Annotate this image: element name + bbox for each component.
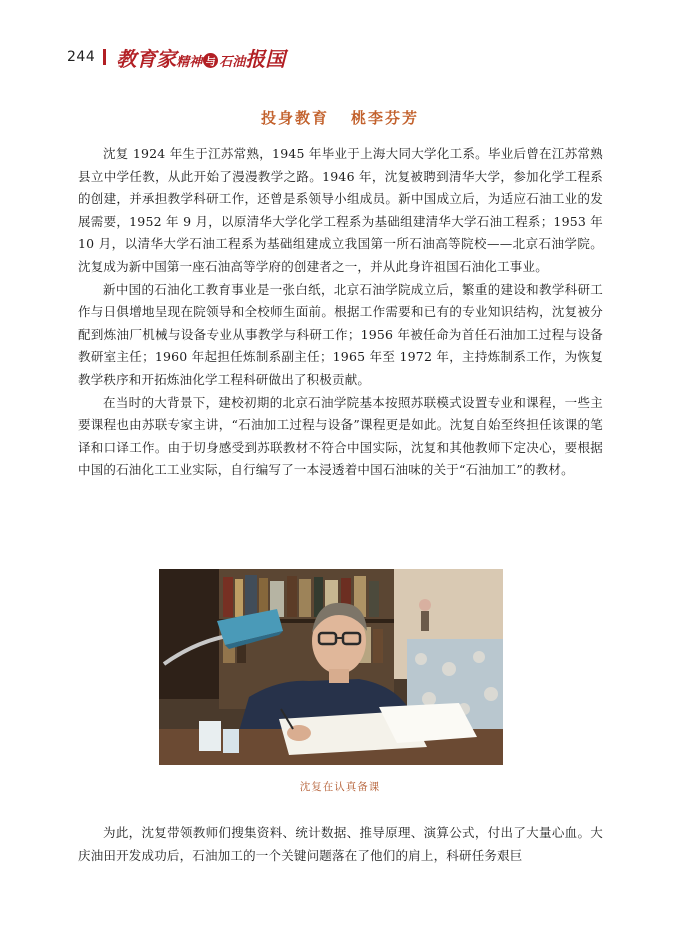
- page-number: 244: [67, 49, 96, 65]
- photo-shen-fu-preparing-lesson: [159, 569, 503, 765]
- section-title: [0, 107, 680, 128]
- header-divider: [103, 49, 106, 65]
- section-title-left: 投身教育: [260, 109, 329, 127]
- book-title-part: 精神: [176, 54, 203, 70]
- page-header: [67, 44, 285, 70]
- book-title-amp-badge: 与: [203, 53, 218, 68]
- body-text-top: [78, 143, 603, 482]
- photo-caption: 沈复在认真备课: [299, 781, 381, 793]
- paragraph: 沈复 1924 年生于江苏常熟，1945 年毕业于上海大同大学化工系。毕业后曾在江苏常熟县立中学任教，从此开始了漫漫教学之路。1946 年，沈复被聘到清华大学，参加化学工程系的创建，并承担教学科研工作，还曾是系领导小组成员。新中国成立后，为适应石油工业的发展需要，1952 年 9 月，以原清华大学化学工程系为基础组建清华大学石油工程系；1953 年 10 月，以清华大学石油工程系为基础组建成立我国第一所石油高等院校——北京石油学院。沈复成为新中国第一座石油高等学府的创建者之一，并从此身许祖国石油化工事业。: [78, 146, 603, 274]
- paragraph: 在当时的大背景下，建校初期的北京石油学院基本按照苏联模式设置专业和课程，一些主要课程也由苏联专家主讲，“石油加工过程与设备”课程更是如此。沈复自始至终担任该课的笔译和口译工作。由于切身感受到苏联教材不符合中国实际，沈复和其他教师下定决心，要根据中国的石油化工工业实际，自行编写了一本浸透着中国石油味的关于“石油加工”的教材。: [78, 394, 603, 478]
- book-title-part: 教育家: [116, 46, 177, 71]
- book-title-part: 石油: [219, 54, 246, 70]
- book-title: [116, 43, 285, 72]
- section-title-right: 桃李芬芳: [351, 109, 420, 127]
- body-text-bottom: [78, 822, 603, 867]
- paragraph: 为此，沈复带领教师们搜集资料、统计数据、推导原理、演算公式，付出了大量心血。大庆油田开发成功后，石油加工的一个关键问题落在了他们的肩上，科研任务艰巨: [78, 825, 603, 863]
- paragraph: 新中国的石油化工教育事业是一张白纸，北京石油学院成立后，繁重的建设和教学科研工作与日俱增地呈现在院领导和全校师生面前。根据工作需要和已有的专业知识结构，沈复被分配到炼油厂机械与设备专业从事教学与科研工作；1956 年被任命为首任石油加工过程与设备教研室主任；1960 年起担任炼制系副主任；1965 年至 1972 年，主持炼制系工作，为恢复教学秩序和开拓炼油化学工程科研做出了积极贡献。: [78, 281, 603, 387]
- book-title-part: 报国: [245, 46, 286, 71]
